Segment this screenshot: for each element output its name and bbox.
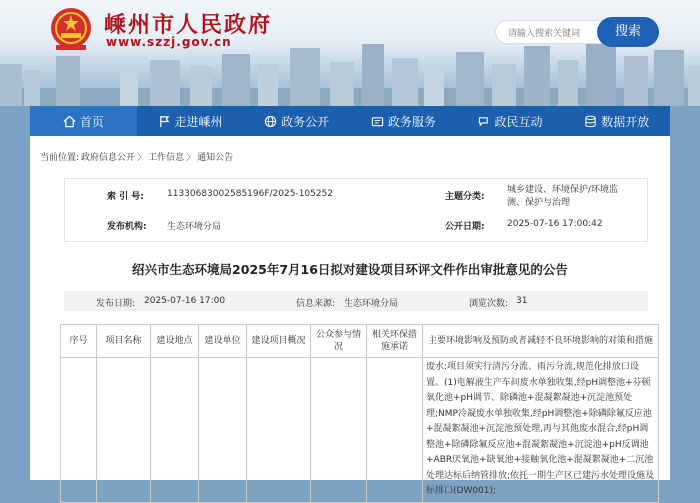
breadcrumb-item[interactable]: 通知公告 (197, 153, 234, 163)
table-cell (61, 358, 97, 503)
search-input[interactable] (496, 23, 604, 39)
national-emblem-icon (46, 6, 96, 52)
index-label: 索 引 号: (107, 192, 144, 202)
interaction-icon (478, 115, 491, 128)
city-skyline-image (0, 36, 700, 106)
table-header: 主要环境影响及预防或者减轻不良环境影响的对策和措施 (423, 325, 659, 358)
table-row (61, 358, 659, 503)
topic-label: 主题分类: (445, 192, 485, 202)
breadcrumb-separator: 〉 (186, 153, 196, 163)
nav-item-open-data[interactable] (563, 106, 670, 136)
article-title: 绍兴市生态环境局2025年7月16日拟对建设项目环评文件作出审批意见的公告 (132, 262, 568, 277)
table-cell-measures: 废水:项目须实行清污分流、雨污分流,规范化排放口设置。(1)电解液生产车间废水单独收集,经pH调整池+芬顿氧化池+pH调节、除磷池+混凝絮凝池+沉淀池预处理;NMP冷凝废水单独收集,经pH调整池+除磷除氟反应池+混凝絮凝池+沉淀池预处理,再与其他废水混合,经pH调整池+除磷除氟反应池+混凝絮凝池+沉淀池+pH反调池+ABR厌氧池+缺氧池+接触氧化池+混凝絮凝池+二沉池处理达标后纳管排放;依托一期生产区已建污水处理设施及标排口(DW001); (423, 358, 659, 503)
breadcrumb (40, 150, 235, 163)
topic-value: 城乡建设、环境保护/环境监测、保护与治理 (507, 185, 619, 208)
approval-table (60, 324, 659, 503)
source-label: 信息来源: (296, 299, 336, 309)
pubdate-label: 公开日期: (445, 222, 485, 232)
breadcrumb-separator: 〉 (137, 153, 147, 163)
document-info-box (64, 178, 648, 242)
nav-item-about[interactable] (137, 106, 244, 136)
table-header: 序号 (61, 325, 97, 358)
table-header: 建设地点 (151, 325, 199, 358)
pubdate-value: 2025-07-16 17:00:42 (507, 219, 603, 229)
table-header-row (61, 325, 659, 358)
nav-item-label: 政务公开 (281, 114, 330, 129)
views-value: 31 (516, 296, 528, 306)
main-content (30, 136, 670, 496)
site-title[interactable]: 嵊州市人民政府 (104, 12, 273, 38)
index-value: 11330683002585196F/2025-105252 (167, 189, 334, 199)
home-icon (63, 115, 76, 128)
release-value: 2025-07-16 17:00 (144, 296, 226, 306)
service-icon (371, 115, 384, 128)
issuer-value: 生态环境分局 (167, 222, 222, 232)
table-header: 建设单位 (199, 325, 247, 358)
table-cell (199, 358, 247, 503)
table-header: 公众参与情况 (311, 325, 367, 358)
site-header (0, 0, 700, 106)
release-label: 发布日期: (96, 299, 136, 309)
globe-icon (264, 115, 277, 128)
nav-item-open-gov[interactable] (243, 106, 350, 136)
breadcrumb-prefix: 当前位置: (40, 153, 80, 163)
nav-item-interaction[interactable] (457, 106, 564, 136)
nav-item-label: 政务服务 (387, 114, 436, 129)
breadcrumb-item[interactable]: 工作信息 (148, 153, 185, 163)
breadcrumb-item[interactable]: 政府信息公开 (81, 153, 136, 163)
nav-item-home[interactable] (30, 106, 137, 136)
table-cell (97, 358, 151, 503)
article-meta-bar (64, 291, 648, 311)
nav-item-services[interactable] (350, 106, 457, 136)
table-cell (367, 358, 423, 503)
nav-item-label: 走进嵊州 (174, 114, 223, 129)
views-label: 浏览次数: (469, 299, 509, 309)
table-header: 建设项目概况 (247, 325, 311, 358)
table-header: 项目名称 (97, 325, 151, 358)
data-icon (584, 115, 597, 128)
search-button[interactable]: 搜索 (597, 17, 659, 47)
table-cell (247, 358, 311, 503)
nav-item-label: 数据开放 (601, 114, 650, 129)
table-cell (151, 358, 199, 503)
search-box (495, 20, 605, 44)
source-value: 生态环境分局 (344, 299, 399, 309)
table-cell (311, 358, 367, 503)
main-nav (30, 106, 670, 136)
nav-item-label: 首页 (79, 114, 104, 129)
site-url: www.szzj.gov.cn (106, 35, 232, 49)
issuer-label: 发布机构: (107, 222, 147, 232)
table-header: 相关环保措施承诺 (367, 325, 423, 358)
flag-icon (158, 115, 171, 128)
nav-item-label: 政民互动 (494, 114, 543, 129)
